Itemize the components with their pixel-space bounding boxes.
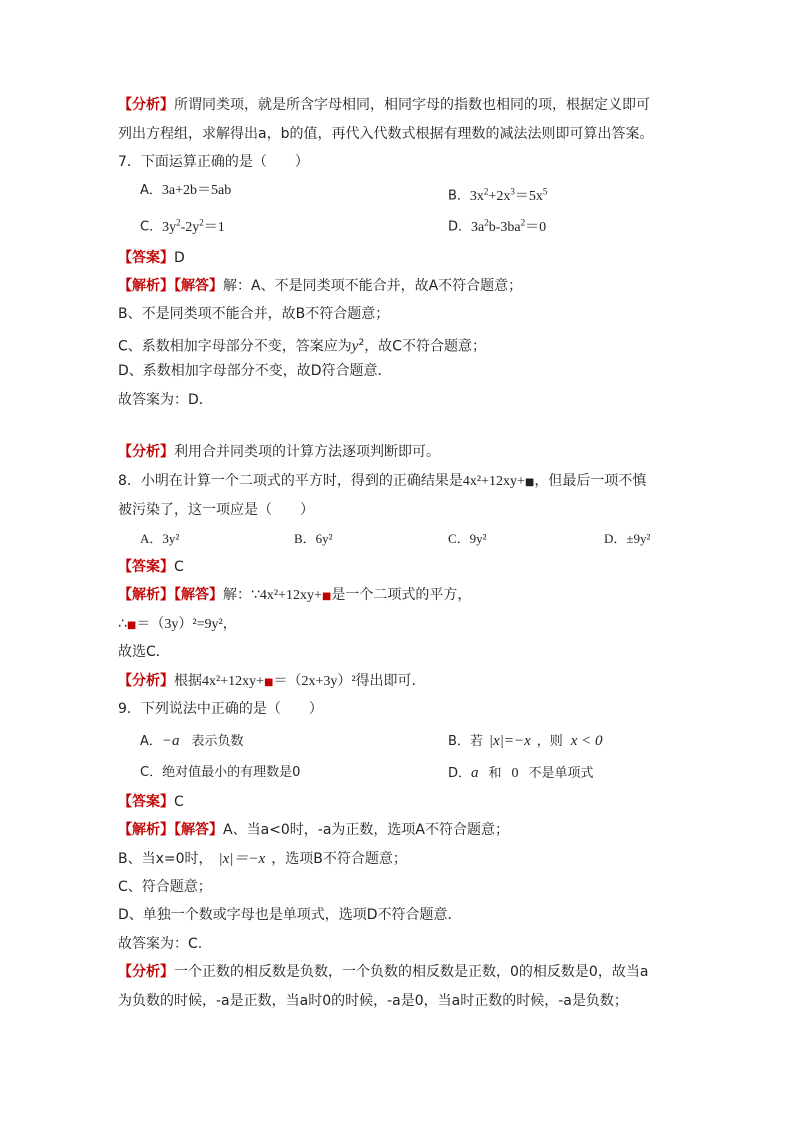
q8-option-d: D．±9y²: [604, 531, 651, 546]
q7-explain-var: y: [351, 338, 359, 355]
q9-explain-line4: D、单独一个数或字母也是单项式，选项D不符合题意．: [118, 907, 462, 923]
q9-answer: [118, 792, 184, 812]
q7-option-a: [140, 181, 231, 201]
q7-option-c: [140, 212, 225, 238]
blot-mark: ■: [321, 591, 332, 602]
q8-option-a: A．3y²: [140, 531, 180, 546]
q9-explain-line2: B、当x=0时， |x|＝−x ，选项B不符合题意；: [118, 851, 407, 867]
q7-answer-value: D: [174, 250, 185, 266]
q8-explain-line2: ∴■＝（3y）²=9y²，: [118, 616, 237, 632]
q7-option-b-label: B．: [448, 188, 470, 204]
answer-tag: 【答案】: [118, 794, 174, 810]
q7-analysis-text: 利用合并同类项的计算方法逐项判断即可。: [174, 444, 440, 460]
analysis-tag: 【分析】: [118, 964, 174, 980]
explain-tag: 【解析】【解答】: [118, 822, 223, 838]
blot-mark: ■: [126, 620, 137, 631]
q7-explain-line1: [118, 276, 522, 296]
q8-option-b: B．6y²: [294, 531, 333, 546]
q8-answer-value: C: [174, 559, 184, 575]
q7-option-d: [448, 212, 546, 238]
q9-explain-line3: C、符合题意；: [118, 879, 212, 895]
q9-analysis-line1: 【分析】一个正数的相反数是负数，一个负数的相反数是正数，0的相反数是0，故当a: [118, 964, 649, 980]
q8-explain-line1: 【解析】【解答】解：∵4x²+12xy+■是一个二项式的平方，: [118, 587, 472, 603]
q7-option-a-text: 3a+2b＝5ab: [161, 183, 232, 198]
analysis-tag: 【分析】: [118, 673, 174, 689]
q7-question: 7．下面运算正确的是（ ）: [118, 154, 309, 170]
q9-option-b: B．若 |x|=−x ，则 x < 0: [448, 733, 603, 749]
blot-mark: ■: [264, 677, 274, 688]
q9-option-b-math2: x < 0: [570, 733, 603, 749]
q9-option-b-math: |x|=−x: [488, 733, 531, 749]
q9-analysis-line2: 为负数的时候，-a是正数，当a时0的时候，-a是0，当a时正数的时候，-a是负数；: [118, 993, 628, 1009]
q8-question-line1: 8．小明在计算一个二项式的平方时，得到的正确结果是4x²+12xy+■，但最后一项不慎: [118, 473, 647, 489]
q8-question-line2: 被污染了，这一项应是（ ）: [118, 502, 314, 518]
q7-explain-line2: B、不是同类项不能合并，故B不符合题意；: [118, 306, 390, 322]
q7-option-d-label: D．: [448, 219, 472, 235]
q9-explain-math: |x|＝−x: [218, 851, 266, 867]
q9-question: 9．下列说法中正确的是（ ）: [118, 701, 323, 717]
q7-explain-line5: 故答案为：D．: [118, 392, 213, 408]
q8-answer: [118, 557, 184, 577]
q7-answer: [118, 248, 185, 268]
q9-answer-value: C: [174, 794, 184, 810]
q7-explain-line4: D、系数相加字母部分不变，故D符合题意．: [118, 363, 392, 379]
q9-option-a-math: −a: [161, 733, 180, 749]
q9-option-c: C．绝对值最小的有理数是0: [140, 765, 301, 780]
answer-tag: 【答案】: [118, 250, 174, 266]
q7-option-b: [448, 181, 547, 207]
q7-analysis: [118, 442, 440, 462]
p6-analysis-text1: 所谓同类项，就是所含字母相同，相同字母的指数也相同的项，根据定义即可: [174, 97, 650, 113]
q7-option-a-label: A．: [140, 183, 162, 198]
q7-explain-line3: C、系数相加字母部分不变，答案应为$y^2$，故C不符合题意；: [118, 338, 486, 355]
blot-mark: ■: [524, 477, 535, 488]
q8-option-c: C．9y²: [448, 531, 487, 546]
p6-analysis-line1: [118, 95, 650, 115]
q7-option-c-label: C．: [140, 219, 163, 235]
explain-tag: 【解析】【解答】: [118, 587, 223, 603]
answer-tag: 【答案】: [118, 559, 174, 575]
analysis-tag: 【分析】: [118, 97, 174, 113]
q7-option-b-expr: $3x^2+2x^3=5x^5$: [469, 186, 548, 204]
q8-explain-line3: 故选C．: [118, 644, 170, 660]
q8-analysis: 【分析】根据4x²+12xy+■＝（2x+3y）²得出即可．: [118, 673, 426, 689]
q7-explain-text1: 解：A、不是同类项不能合并，故A不符合题意；: [223, 278, 523, 294]
q7-option-c-expr: $3y^2-2y^2=1$: [162, 217, 225, 235]
q9-option-d: D．a 和 0 不是单项式: [448, 765, 594, 781]
q9-option-a: A．−a 表示负数: [140, 733, 244, 749]
q7-option-d-expr: $3a^2b-3ba^2=0$: [471, 217, 547, 235]
q9-explain-line1: 【解析】【解答】A、当a<0时，-a为正数，选项A不符合题意；: [118, 822, 510, 838]
analysis-tag: 【分析】: [118, 444, 174, 460]
q8-question-expr: 4x²+12xy+: [462, 474, 525, 489]
p6-analysis-line2: 列出方程组，求解得出a，b的值，再代入代数式根据有理数的减法法则即可算出答案。: [118, 126, 654, 142]
explain-tag: 【解析】【解答】: [118, 278, 223, 294]
q9-explain-line5: 故答案为：C.: [118, 936, 203, 952]
